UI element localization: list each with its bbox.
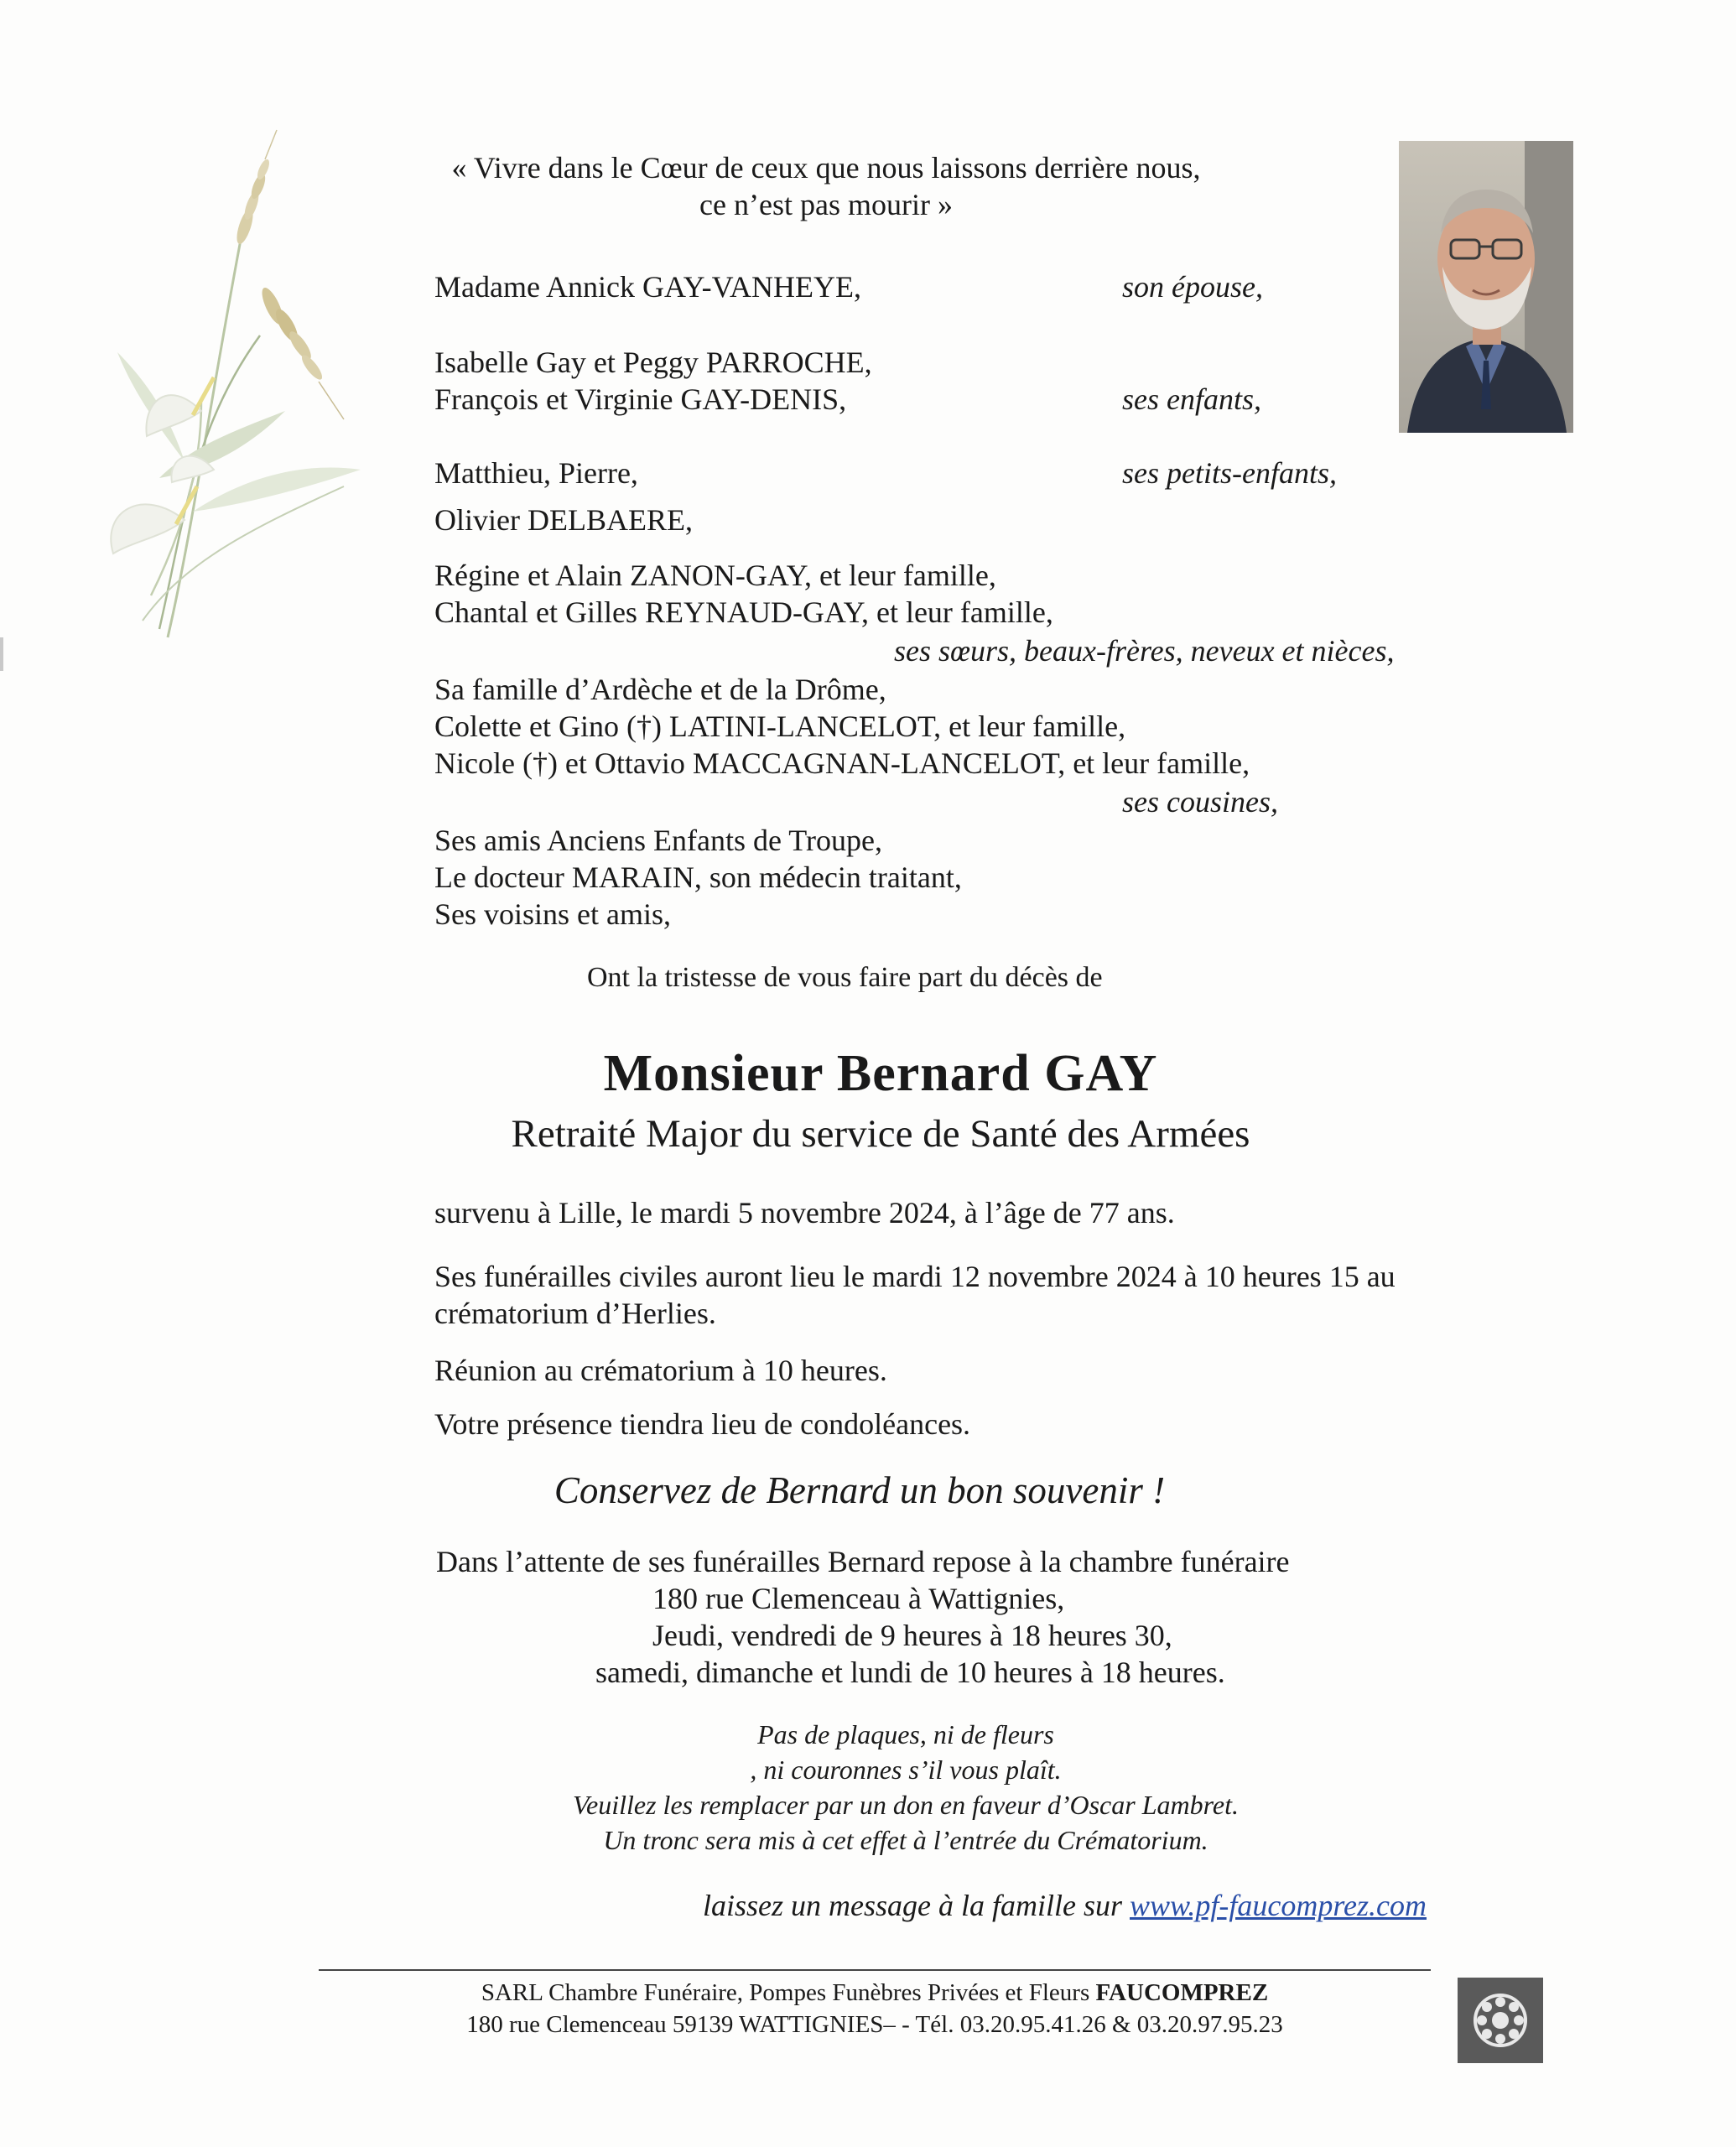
repose-line-1: Dans l’attente de ses funérailles Bernard repose à la chambre funéraire xyxy=(436,1545,1290,1578)
condolences-text: Votre présence tiendra lieu de condoléances. xyxy=(434,1407,971,1441)
grandchildren-line-1: Matthieu, Pierre, xyxy=(434,456,638,490)
children-line-1: Isabelle Gay et Peggy PARROCHE, xyxy=(434,346,872,379)
wheat-ear-right xyxy=(258,285,344,419)
cousins-line-1: Sa famille d’Ardèche et de la Drôme, xyxy=(434,673,886,706)
funeral-home-logo-icon xyxy=(1458,1978,1543,2063)
friends-line-2: Le docteur MARAIN, son médecin traitant, xyxy=(434,860,962,894)
portrait-photo xyxy=(1399,141,1573,433)
funeral-line-2: crématorium d’Herlies. xyxy=(434,1297,716,1330)
quote-line-1: « Vivre dans le Cœur de ceux que nous laissons derrière nous, xyxy=(451,151,1201,185)
grandchildren-role: ses petits-enfants, xyxy=(1122,456,1337,490)
calla-lily-upper xyxy=(146,377,214,436)
calla-lily-lower xyxy=(111,486,197,554)
quote-line-2: ce n’est pas mourir » xyxy=(699,188,953,221)
siblings-line-1: Régine et Alain ZANON-GAY, et leur famille, xyxy=(434,559,996,592)
meeting-details: Réunion au crématorium à 10 heures. xyxy=(434,1354,887,1387)
flowers-note-line-2: , ni couronnes s’il vous plaît. xyxy=(750,1755,1062,1785)
calla-lily-wheat-illustration xyxy=(67,126,369,646)
siblings-line-2: Chantal et Gilles REYNAUD-GAY, et leur famille, xyxy=(434,595,1053,629)
cousins-role: ses cousines, xyxy=(1122,785,1278,819)
footer-divider xyxy=(319,1969,1431,1971)
death-details: survenu à Lille, le mardi 5 novembre 2024, à l’âge de 77 ans. xyxy=(434,1196,1175,1229)
friends-line-1: Ses amis Anciens Enfants de Troupe, xyxy=(434,824,882,857)
cousins-line-2: Colette et Gino (†) LATINI-LANCELOT, et leur famille, xyxy=(434,710,1126,743)
message-prefix: laissez un message à la famille sur xyxy=(703,1889,1122,1922)
footer-line-1 xyxy=(319,1978,1431,2008)
funeral-line-1: Ses funérailles civiles auront lieu le mardi 12 novembre 2024 à 10 heures 15 au xyxy=(434,1260,1396,1293)
deceased-name: Monsieur Bernard GAY xyxy=(603,1045,1158,1102)
flowers-note-line-4: Un tronc sera mis à cet effet à l’entrée du Crématorium. xyxy=(603,1825,1208,1855)
spouse-role: son épouse, xyxy=(1122,270,1263,304)
flowers-note-line-1: Pas de plaques, ni de fleurs xyxy=(757,1719,1054,1749)
footer-line-2: 180 rue Clemenceau 59139 WATTIGNIES– - Tél. 03.20.95.41.26 & 03.20.97.95.23 xyxy=(466,2011,1283,2038)
footer-brand: FAUCOMPREZ xyxy=(1095,1979,1269,2006)
friends-line-3: Ses voisins et amis, xyxy=(434,897,672,931)
deceased-title: Retraité Major du service de Santé des Armées xyxy=(511,1112,1250,1156)
scan-edge-mark xyxy=(0,637,3,671)
announcement-text: Ont la tristesse de vous faire part du décès de xyxy=(587,962,1103,993)
repose-line-3: Jeudi, vendredi de 9 heures à 18 heures 30, xyxy=(652,1619,1172,1652)
children-line-2: François et Virginie GAY-DENIS, xyxy=(434,382,847,416)
flowers-note-line-3: Veuillez les remplacer par un don en faveur d’Oscar Lambret. xyxy=(573,1790,1239,1820)
siblings-role: ses sœurs, beaux-frères, neveux et nièces, xyxy=(894,634,1395,668)
children-role: ses enfants, xyxy=(1122,382,1261,416)
grandchildren-line-2: Olivier DELBAERE, xyxy=(434,503,693,537)
spouse-name: Madame Annick GAY-VANHEYE, xyxy=(434,270,861,304)
repose-line-2: 180 rue Clemenceau à Wattignies, xyxy=(652,1582,1065,1615)
footer-company: SARL Chambre Funéraire, Pompes Funèbres Privées et Fleurs xyxy=(481,1979,1090,2006)
website-link[interactable]: www.pf-faucomprez.com xyxy=(1130,1889,1427,1922)
message-line xyxy=(703,1887,1427,1924)
wheat-ear-top xyxy=(234,130,277,246)
cousins-line-3: Nicole (†) et Ottavio MACCAGNAN-LANCELOT, et leur famille, xyxy=(434,746,1250,780)
souvenir-text: Conservez de Bernard un bon souvenir ! xyxy=(554,1469,1166,1511)
repose-line-4: samedi, dimanche et lundi de 10 heures à 18 heures. xyxy=(595,1656,1225,1689)
